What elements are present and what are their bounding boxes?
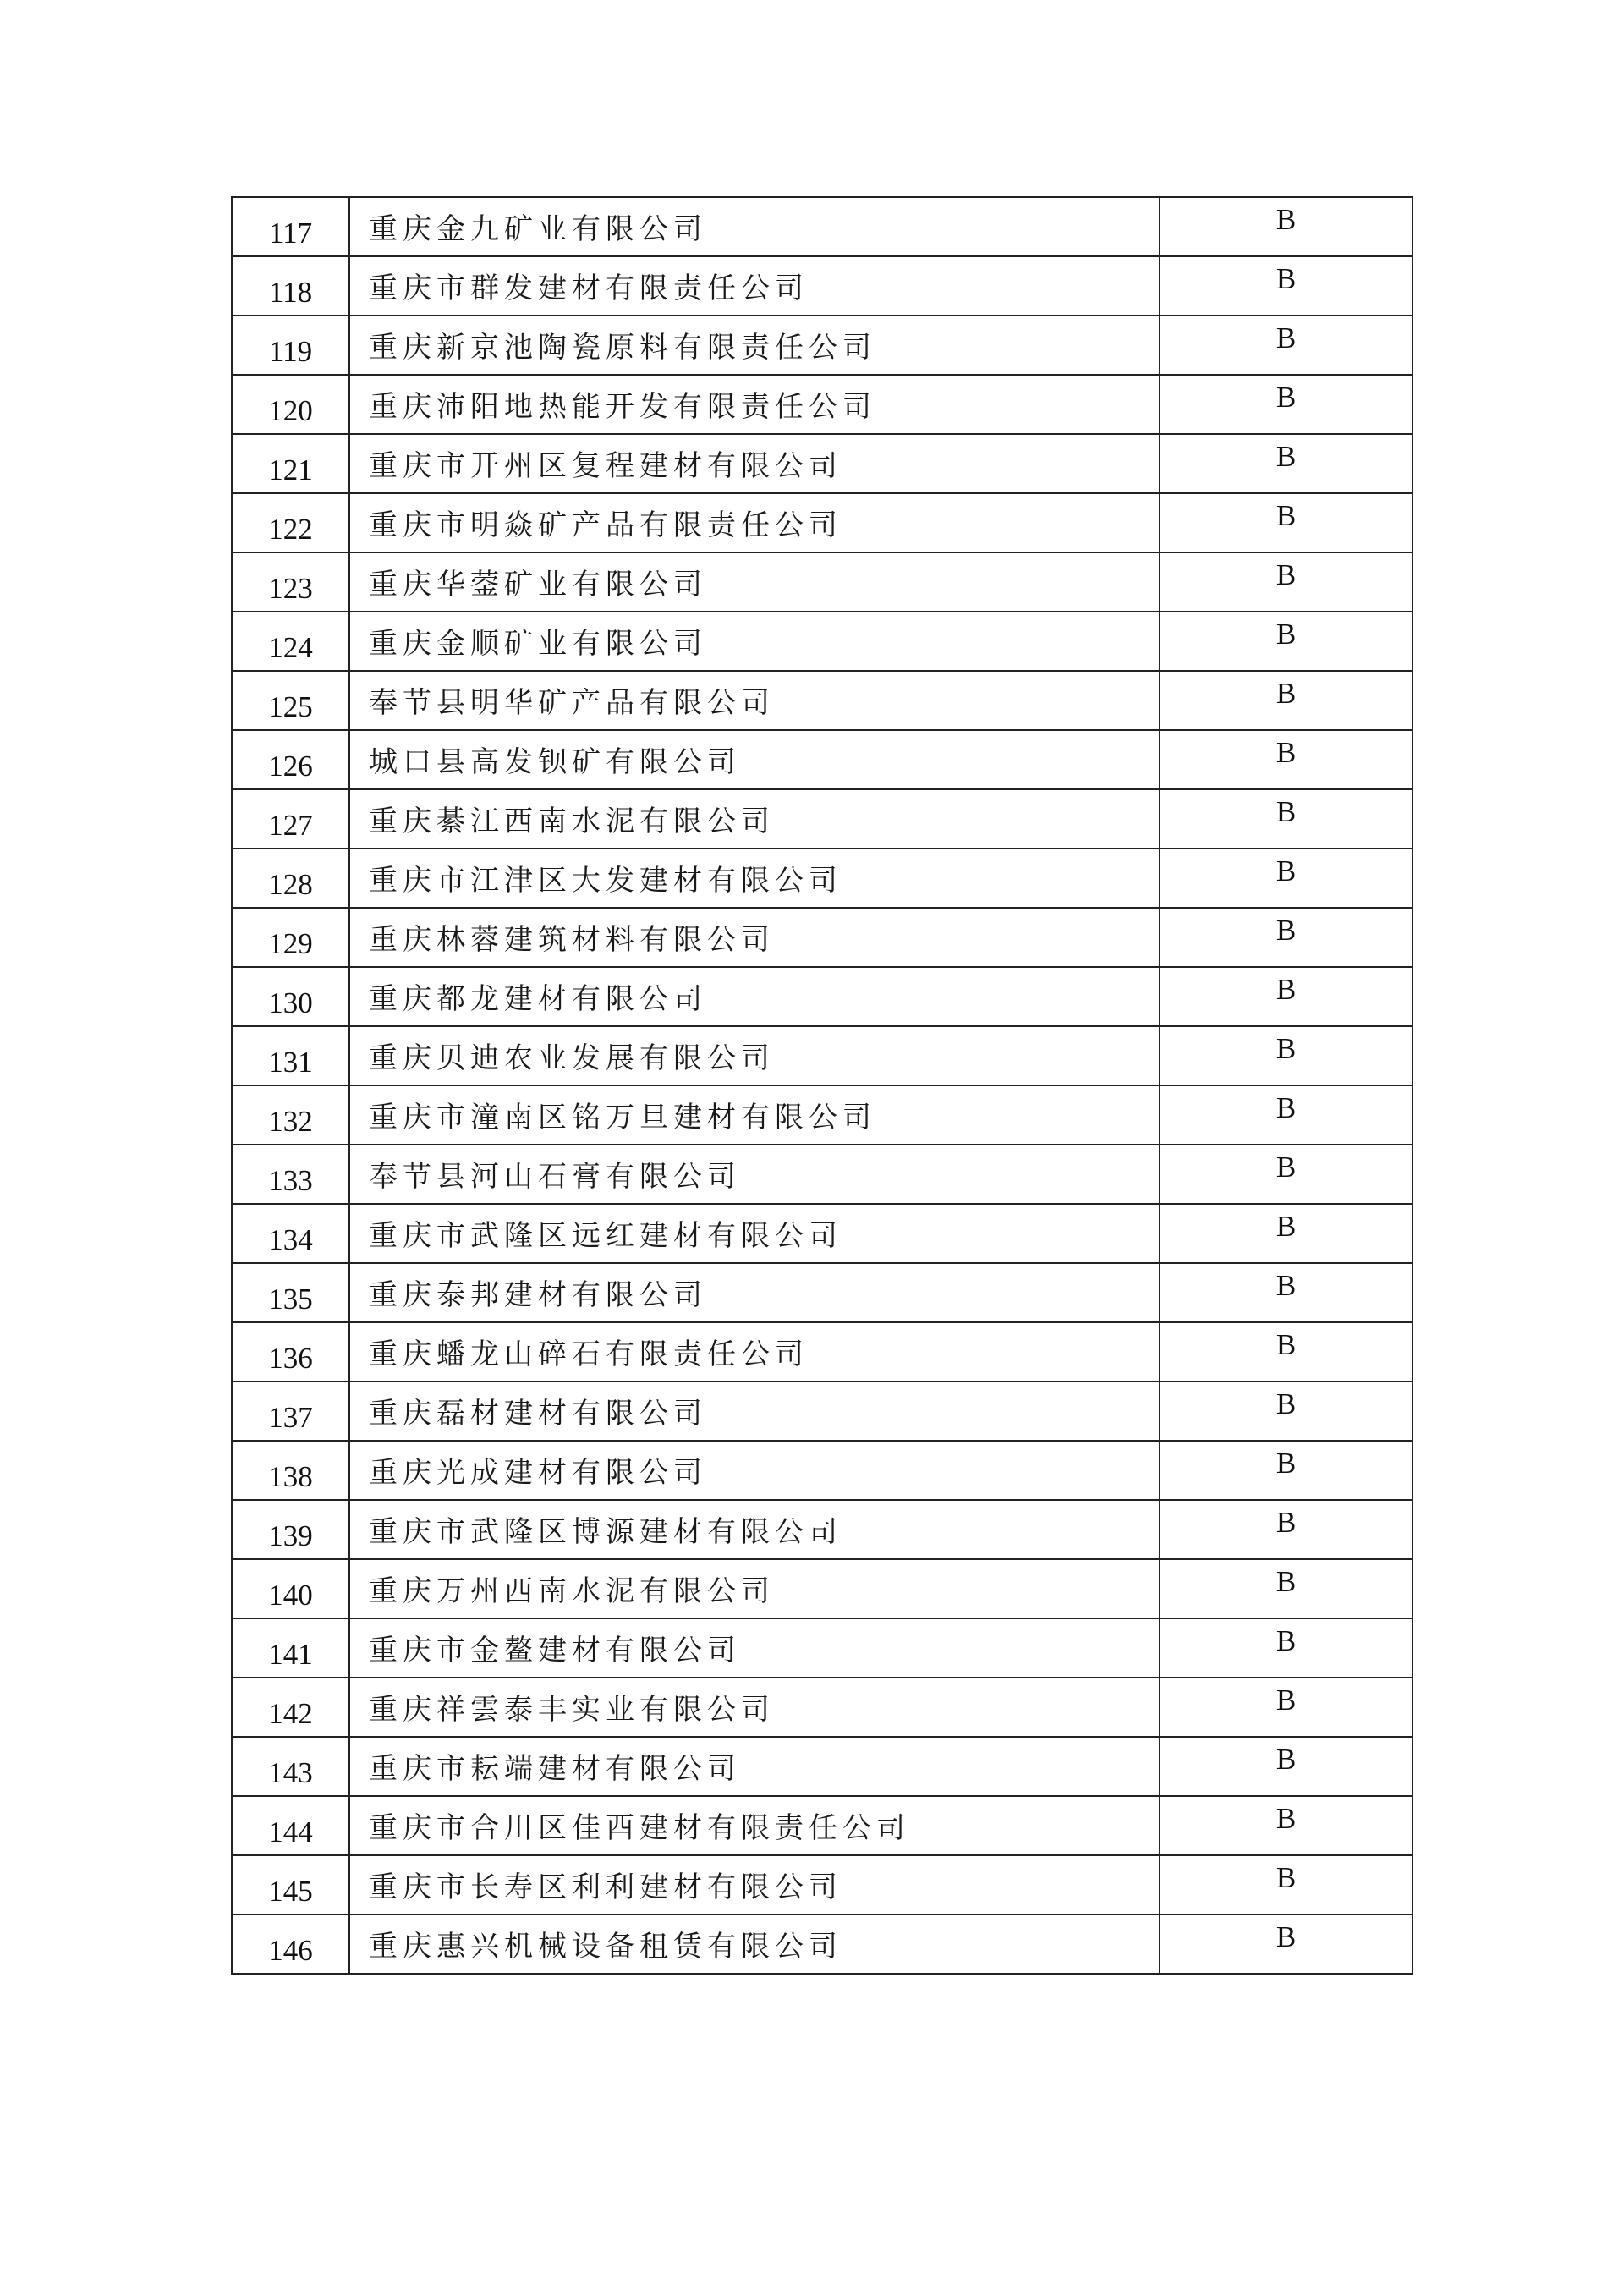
row-number: 129 (232, 908, 349, 967)
company-name: 重庆都龙建材有限公司 (349, 967, 1160, 1026)
grade-value: B (1160, 1085, 1413, 1145)
table-row (232, 849, 1413, 908)
table-row (232, 316, 1413, 375)
company-grade-table (231, 196, 1413, 1975)
row-number: 126 (232, 730, 349, 789)
row-number: 136 (232, 1322, 349, 1381)
row-number: 131 (232, 1026, 349, 1085)
table-row (232, 1263, 1413, 1322)
grade-value: B (1160, 1500, 1413, 1559)
grade-value: B (1160, 967, 1413, 1026)
grade-value: B (1160, 908, 1413, 967)
row-number: 127 (232, 789, 349, 849)
table-body (232, 197, 1413, 1974)
company-name: 奉节县明华矿产品有限公司 (349, 671, 1160, 730)
company-name: 重庆市合川区佳酉建材有限责任公司 (349, 1796, 1160, 1855)
table-row (232, 1796, 1413, 1855)
grade-value: B (1160, 1381, 1413, 1441)
grade-value: B (1160, 552, 1413, 612)
table-row (232, 1559, 1413, 1618)
grade-value: B (1160, 612, 1413, 671)
row-number: 137 (232, 1381, 349, 1441)
grade-value: B (1160, 1026, 1413, 1085)
company-name: 重庆市开州区复程建材有限公司 (349, 434, 1160, 493)
row-number: 128 (232, 849, 349, 908)
row-number: 139 (232, 1500, 349, 1559)
row-number: 130 (232, 967, 349, 1026)
table-row (232, 730, 1413, 789)
row-number: 125 (232, 671, 349, 730)
row-number: 146 (232, 1914, 349, 1974)
grade-value: B (1160, 1678, 1413, 1737)
row-number: 138 (232, 1441, 349, 1500)
row-number: 123 (232, 552, 349, 612)
grade-value: B (1160, 1914, 1413, 1974)
company-name: 重庆蟠龙山碎石有限责任公司 (349, 1322, 1160, 1381)
row-number: 120 (232, 375, 349, 434)
grade-value: B (1160, 1145, 1413, 1204)
grade-value: B (1160, 1322, 1413, 1381)
table-row (232, 1441, 1413, 1500)
company-name: 重庆光成建材有限公司 (349, 1441, 1160, 1500)
table-row (232, 256, 1413, 316)
table-row (232, 908, 1413, 967)
company-name: 重庆金九矿业有限公司 (349, 197, 1160, 256)
company-name: 重庆新京池陶瓷原料有限责任公司 (349, 316, 1160, 375)
grade-value: B (1160, 256, 1413, 316)
company-name: 重庆祥雲泰丰实业有限公司 (349, 1678, 1160, 1737)
company-name: 重庆市江津区大发建材有限公司 (349, 849, 1160, 908)
table-row (232, 434, 1413, 493)
company-name: 重庆市潼南区铭万旦建材有限公司 (349, 1085, 1160, 1145)
company-name: 重庆市武隆区博源建材有限公司 (349, 1500, 1160, 1559)
row-number: 141 (232, 1618, 349, 1678)
company-name: 重庆市耘端建材有限公司 (349, 1737, 1160, 1796)
table-row (232, 1381, 1413, 1441)
table-row (232, 1618, 1413, 1678)
grade-value: B (1160, 1263, 1413, 1322)
row-number: 121 (232, 434, 349, 493)
company-name: 重庆綦江西南水泥有限公司 (349, 789, 1160, 849)
grade-value: B (1160, 849, 1413, 908)
row-number: 135 (232, 1263, 349, 1322)
company-name: 重庆市群发建材有限责任公司 (349, 256, 1160, 316)
company-name: 重庆华蓥矿业有限公司 (349, 552, 1160, 612)
row-number: 145 (232, 1855, 349, 1914)
table-row (232, 1500, 1413, 1559)
company-name: 重庆市长寿区利利建材有限公司 (349, 1855, 1160, 1914)
grade-value: B (1160, 316, 1413, 375)
row-number: 124 (232, 612, 349, 671)
grade-value: B (1160, 1855, 1413, 1914)
table-row (232, 1145, 1413, 1204)
grade-value: B (1160, 789, 1413, 849)
company-name: 重庆林蓉建筑材料有限公司 (349, 908, 1160, 967)
table-row (232, 375, 1413, 434)
company-name: 重庆市金鳌建材有限公司 (349, 1618, 1160, 1678)
grade-value: B (1160, 434, 1413, 493)
grade-value: B (1160, 375, 1413, 434)
table-row (232, 1914, 1413, 1974)
table-row (232, 1085, 1413, 1145)
table-row (232, 1026, 1413, 1085)
company-name: 重庆金顺矿业有限公司 (349, 612, 1160, 671)
row-number: 142 (232, 1678, 349, 1737)
company-name: 奉节县河山石膏有限公司 (349, 1145, 1160, 1204)
company-name: 重庆市武隆区远红建材有限公司 (349, 1204, 1160, 1263)
grade-value: B (1160, 1441, 1413, 1500)
grade-value: B (1160, 197, 1413, 256)
grade-value: B (1160, 493, 1413, 552)
row-number: 117 (232, 197, 349, 256)
company-name: 重庆贝迪农业发展有限公司 (349, 1026, 1160, 1085)
grade-value: B (1160, 730, 1413, 789)
table-row (232, 1204, 1413, 1263)
table-row (232, 1322, 1413, 1381)
row-number: 133 (232, 1145, 349, 1204)
table-row (232, 1855, 1413, 1914)
company-name: 重庆沛阳地热能开发有限责任公司 (349, 375, 1160, 434)
table-row (232, 552, 1413, 612)
table-row (232, 493, 1413, 552)
grade-value: B (1160, 1204, 1413, 1263)
row-number: 144 (232, 1796, 349, 1855)
grade-value: B (1160, 671, 1413, 730)
grade-value: B (1160, 1737, 1413, 1796)
grade-value: B (1160, 1559, 1413, 1618)
company-name: 重庆市明焱矿产品有限责任公司 (349, 493, 1160, 552)
table-row (232, 197, 1413, 256)
company-name: 重庆万州西南水泥有限公司 (349, 1559, 1160, 1618)
row-number: 118 (232, 256, 349, 316)
table-row (232, 1678, 1413, 1737)
row-number: 132 (232, 1085, 349, 1145)
company-name: 重庆磊材建材有限公司 (349, 1381, 1160, 1441)
row-number: 119 (232, 316, 349, 375)
table-row (232, 789, 1413, 849)
grade-value: B (1160, 1796, 1413, 1855)
row-number: 122 (232, 493, 349, 552)
row-number: 134 (232, 1204, 349, 1263)
company-name: 城口县高发钡矿有限公司 (349, 730, 1160, 789)
table-row (232, 1737, 1413, 1796)
table-row (232, 612, 1413, 671)
grade-value: B (1160, 1618, 1413, 1678)
table-row (232, 671, 1413, 730)
row-number: 143 (232, 1737, 349, 1796)
row-number: 140 (232, 1559, 349, 1618)
company-name: 重庆惠兴机械设备租赁有限公司 (349, 1914, 1160, 1974)
company-name: 重庆泰邦建材有限公司 (349, 1263, 1160, 1322)
table-row (232, 967, 1413, 1026)
